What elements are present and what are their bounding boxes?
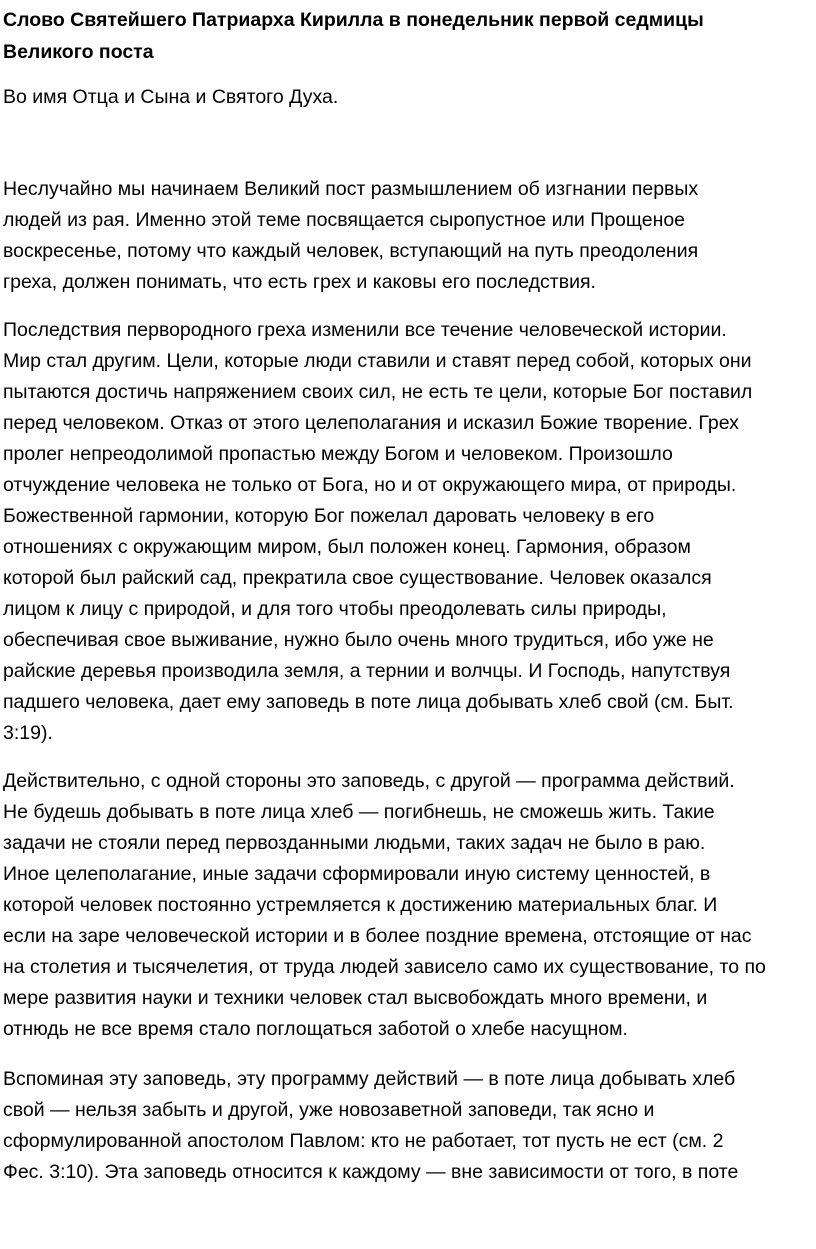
title-line: Великого поста	[3, 41, 154, 63]
text-line: задачи не стояли перед первозданными людьми, таких задач не было в раю.	[3, 832, 706, 854]
text-line: Иное целеполагание, иные задачи сформировали иную систему ценностей, в	[3, 863, 711, 885]
text-line: Фес. 3:10). Эта заповедь относится к каждому — вне зависимости от того, в поте	[3, 1161, 739, 1183]
text-line: обеспечивая свое выживание, нужно было очень много трудиться, ибо уже не	[3, 629, 714, 651]
text-line: которой был райский сад, прекратила свое существование. Человек оказался	[3, 567, 712, 589]
text-line: отчуждение человека не только от Бога, но и от окружающего мира, от природы.	[3, 474, 737, 496]
paragraph-3	[3, 766, 813, 1045]
text-line: если на заре человеческой истории и в более поздние времена, отстоящие от нас	[3, 925, 752, 947]
paragraph-4	[3, 1064, 813, 1188]
text-line: Мир стал другим. Цели, которые люди ставили и ставят перед собой, которых они	[3, 350, 752, 372]
text-line: Божественной гармонии, которую Бог пожелал даровать человеку в его	[3, 505, 655, 527]
text-line: Неслучайно мы начинаем Великий пост размышлением об изгнании первых	[3, 178, 699, 200]
text-line: перед человеком. Отказ от этого целеполагания и исказил Божие творение. Грех	[3, 412, 739, 434]
text-line: Действительно, с одной стороны это заповедь, с другой — программа действий.	[3, 770, 735, 792]
text-line: отнюдь не все время стало поглощаться заботой о хлебе насущном.	[3, 1018, 628, 1040]
text-line: мере развития науки и техники человек стал высвобождать много времени, и	[3, 987, 708, 1009]
text-line: Вспоминая эту заповедь, эту программу действий — в поте лица добывать хлеб	[3, 1068, 736, 1090]
text-line: пытаются достичь напряжением своих сил, не есть те цели, которые Бог поставил	[3, 381, 753, 403]
paragraph-1	[3, 174, 813, 298]
title-line: Слово Святейшего Патриарха Кирилла в понедельник первой седмицы	[3, 9, 704, 31]
text-line: Последствия первородного греха изменили все течение человеческой истории.	[3, 319, 727, 341]
text-line: 3:19).	[3, 722, 53, 744]
text-line: греха, должен понимать, что есть грех и каковы его последствия.	[3, 271, 596, 293]
text-line: свой — нельзя забыть и другой, уже новозаветной заповеди, так ясно и	[3, 1099, 655, 1121]
text-line: которой человек постоянно устремляется к достижению материальных благ. И	[3, 894, 718, 916]
text-line: падшего человека, дает ему заповедь в поте лица добывать хлеб свой (см. Быт.	[3, 691, 734, 713]
text-line: пролег непреодолимой пропастью между Богом и человеком. Произошло	[3, 443, 673, 465]
invocation-text: Во имя Отца и Сына и Святого Духа.	[3, 86, 339, 108]
text-line: сформулированной апостолом Павлом: кто не работает, тот пусть не ест (см. 2	[3, 1130, 724, 1152]
text-line: на столетия и тысячелетия, от труда людей зависело само их существование, то по	[3, 956, 766, 978]
document-title	[3, 4, 813, 68]
text-line: Не будешь добывать в поте лица хлеб — погибнешь, не сможешь жить. Такие	[3, 801, 715, 823]
text-line: людей из рая. Именно этой теме посвящается сыропустное или Прощеное	[3, 209, 686, 231]
document-page	[3, 0, 813, 1188]
text-line: лицом к лицу с природой, и для того чтобы преодолевать силы природы,	[3, 598, 667, 620]
text-line: райские деревья производила земля, а тернии и волчцы. И Господь, напутствуя	[3, 660, 731, 682]
text-line: воскресенье, потому что каждый человек, вступающий на путь преодоления	[3, 240, 699, 262]
paragraph-2	[3, 315, 813, 749]
text-line: отношениях с окружающим миром, был положен конец. Гармония, образом	[3, 536, 691, 558]
